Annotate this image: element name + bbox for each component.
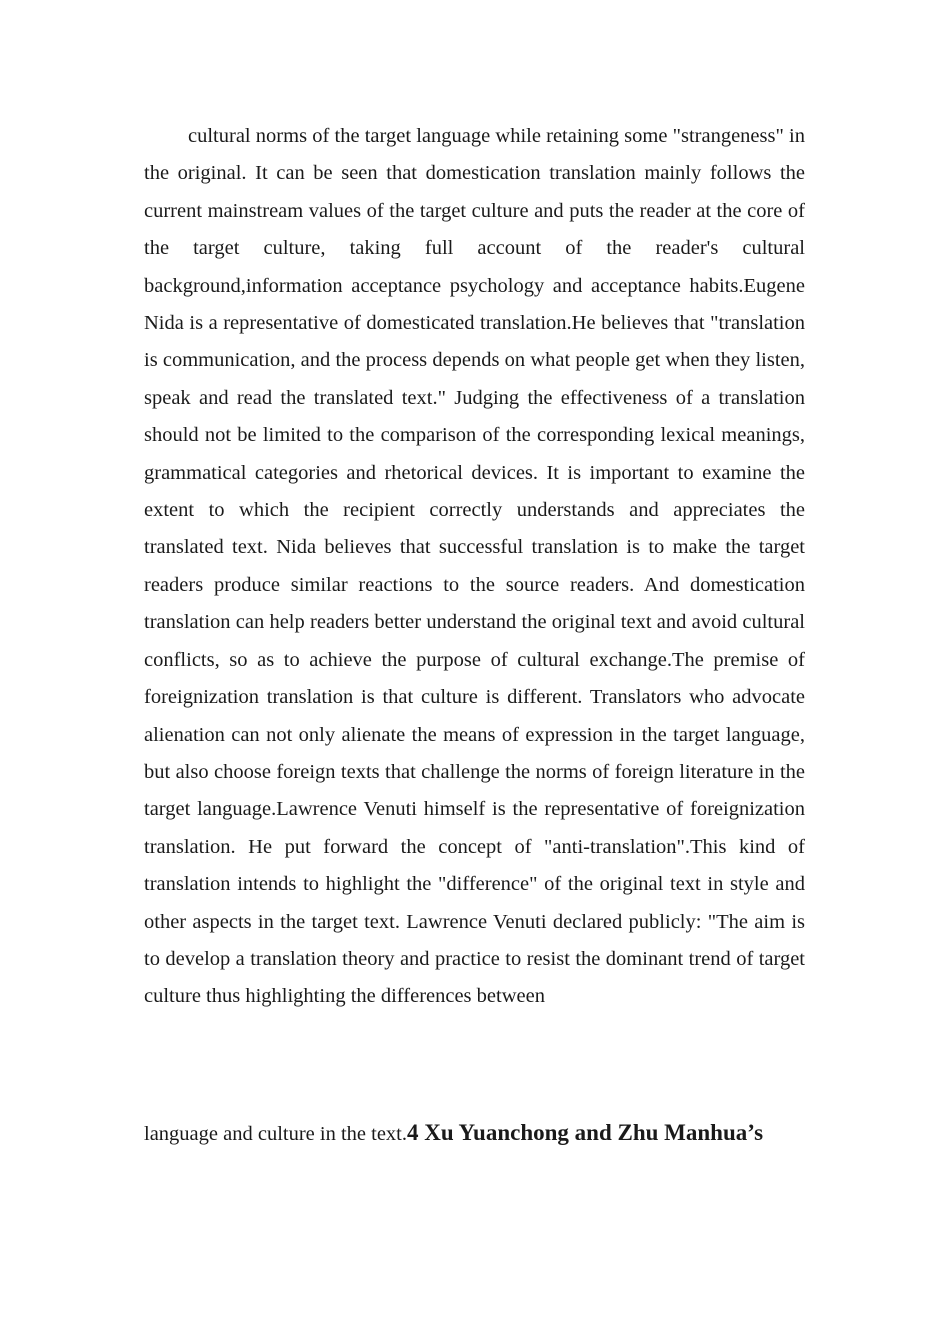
section-heading: 4 Xu Yuanchong and Zhu Manhua’s bbox=[407, 1120, 764, 1145]
body-paragraph: cultural norms of the target language while retaining some "strangeness" in the original. It can be seen that domestication translation mainly follows the current mainstream values of the target culture and puts the reader at the core of the target culture, taking full account of the reader's cultural background,information acceptance psychology and acceptance habits.Eugene Nida is a representative of domesticated translation.He believes that "translation is communication, and the process depends on what people get when they listen, speak and read the translated text." Judging the effectiveness of a translation should not be limited to the comparison of the corresponding lexical meanings, grammatical categories and rhetorical devices. It is important to examine the extent to which the recipient correctly understands and appreciates the translated text. Nida believes that successful translation is to make the target readers produce similar reactions to the source readers. And domestication translation can help readers better understand the original text and avoid cultural conflicts, so as to achieve the purpose of cultural exchange.The premise of foreignization translation is that culture is different. Translators who advocate alienation can not only alienate the means of expression in the target language, but also choose foreign texts that challenge the norms of foreign literature in the target language.Lawrence Venuti himself is the representative of foreignization translation. He put forward the concept of "anti-translation".This kind of translation intends to highlight the "difference" of the original text in style and other aspects in the target text. Lawrence Venuti declared publicly: "The aim is to develop a translation theory and practice to resist the dominant trend of target culture thus highlighting the differences between bbox=[144, 125, 805, 1008]
paragraph-final-line bbox=[144, 1114, 805, 1153]
paragraph-final-text: language and culture in the text. bbox=[144, 1123, 407, 1145]
